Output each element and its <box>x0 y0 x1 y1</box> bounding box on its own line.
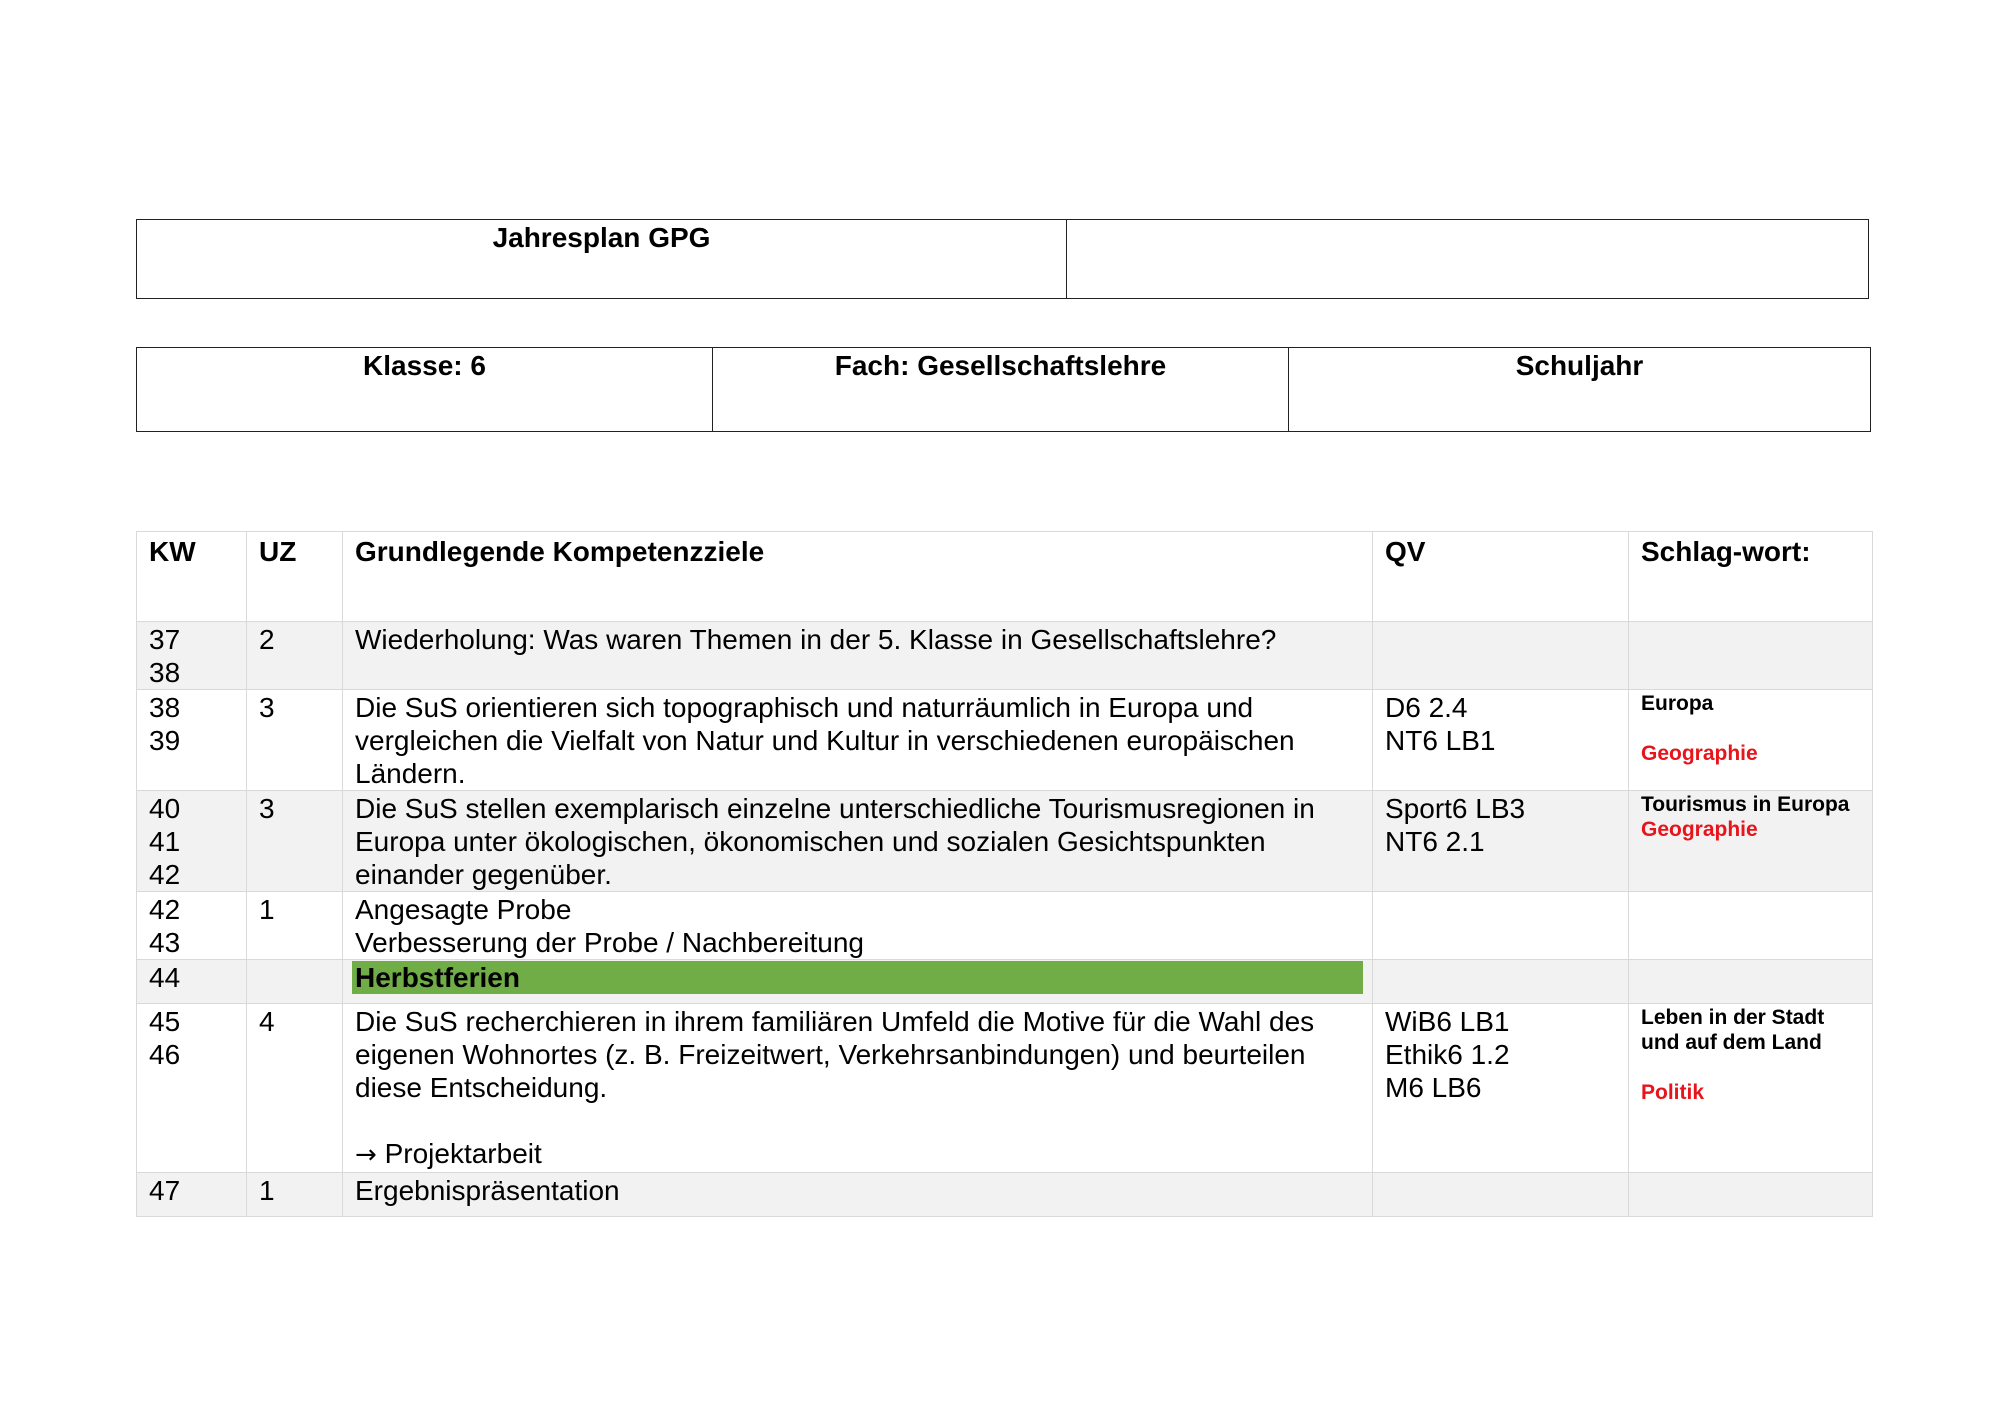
title-right-cell <box>1067 220 1868 298</box>
keyword-tag: Europa <box>1641 692 1714 715</box>
qv-cell <box>1373 960 1629 1004</box>
kw-cell: 37 38 <box>137 622 247 690</box>
table-row <box>137 892 1873 960</box>
project-line <box>355 1137 1360 1172</box>
qv-cell <box>1373 892 1629 960</box>
goal-text: Die SuS recherchieren in ihrem familiären Umfeld die Motive für die Wahl des eigenen Wohnortes (z. B. Freizeitwert, Verkehrsanbindungen) und beurteilen diese Entscheidung. <box>355 1006 1315 1103</box>
uz-cell: 4 <box>247 1004 343 1173</box>
subject-cell: Fach: Gesellschaftslehre <box>713 348 1289 431</box>
kw-cell: 45 46 <box>137 1004 247 1173</box>
project-label: Projektarbeit <box>384 1138 542 1169</box>
uz-cell: 1 <box>247 1173 343 1217</box>
keyword-cell <box>1629 1173 1873 1217</box>
uz-cell: 1 <box>247 892 343 960</box>
table-row <box>137 791 1873 892</box>
school-year-cell: Schuljahr <box>1515 350 1644 381</box>
kw-cell: 42 43 <box>137 892 247 960</box>
keyword-cell <box>1629 1004 1873 1173</box>
goal-cell <box>343 960 1373 1004</box>
holiday-banner: Herbstferien <box>352 961 1363 994</box>
goal-cell: Ergebnispräsentation <box>343 1173 1373 1217</box>
keyword-cell <box>1629 960 1873 1004</box>
keyword-cell <box>1629 690 1873 791</box>
plan-title: Jahresplan GPG <box>137 220 1067 298</box>
qv-cell <box>1373 1173 1629 1217</box>
kw-cell: 47 <box>137 1173 247 1217</box>
goal-cell: Die SuS stellen exemplarisch einzelne unterschiedliche Tourismusregionen in Europa unter ökologischen, ökonomischen und sozialen Gesichtspunkten einander gegenüber. <box>343 791 1373 892</box>
keyword-cell <box>1629 622 1873 690</box>
plan-table <box>136 531 1873 1217</box>
kw-cell: 38 39 <box>137 690 247 791</box>
table-row <box>137 622 1873 690</box>
goal-cell: Wiederholung: Was waren Themen in der 5. Klasse in Gesellschaftslehre? <box>343 622 1373 690</box>
qv-cell: Sport6 LB3 NT6 2.1 <box>1373 791 1629 892</box>
header-keyword: Schlag-wort: <box>1629 532 1873 622</box>
table-header-row <box>137 532 1873 622</box>
goal-cell <box>343 1004 1373 1173</box>
meta-box <box>136 347 1871 432</box>
header-uz: UZ <box>247 532 343 622</box>
goal-cell: Angesagte Probe Verbesserung der Probe / Nachbereitung <box>343 892 1373 960</box>
header-goals: Grundlegende Kompetenzziele <box>343 532 1373 622</box>
uz-cell: 2 <box>247 622 343 690</box>
qv-cell: D6 2.4 NT6 LB1 <box>1373 690 1629 791</box>
title-box <box>136 219 1869 299</box>
uz-cell <box>247 960 343 1004</box>
table-row <box>137 1004 1873 1173</box>
keyword-subject: Politik <box>1641 1081 1705 1104</box>
kw-cell: 40 41 42 <box>137 791 247 892</box>
class-cell: Klasse: 6 <box>137 348 713 431</box>
keyword-subject: Geographie <box>1641 742 1758 765</box>
keyword-tag: Tourismus in Europa <box>1641 793 1850 816</box>
uz-cell: 3 <box>247 690 343 791</box>
keyword-subject: Geographie <box>1641 818 1758 841</box>
qv-cell: WiB6 LB1 Ethik6 1.2 M6 LB6 <box>1373 1004 1629 1173</box>
header-kw: KW <box>137 532 247 622</box>
keyword-cell <box>1629 892 1873 960</box>
uz-cell: 3 <box>247 791 343 892</box>
header-qv: QV <box>1373 532 1629 622</box>
keyword-tag: Leben in der Stadt und auf dem Land <box>1641 1006 1825 1054</box>
qv-cell <box>1373 622 1629 690</box>
table-row <box>137 690 1873 791</box>
kw-cell: 44 <box>137 960 247 1004</box>
goal-cell: Die SuS orientieren sich topographisch und naturräumlich in Europa und vergleichen die Vielfalt von Natur und Kultur in verschiedenen europäischen Ländern. <box>343 690 1373 791</box>
arrow-right-icon: → <box>355 1140 377 1170</box>
keyword-cell <box>1629 791 1873 892</box>
table-row <box>137 960 1873 1004</box>
table-row <box>137 1173 1873 1217</box>
